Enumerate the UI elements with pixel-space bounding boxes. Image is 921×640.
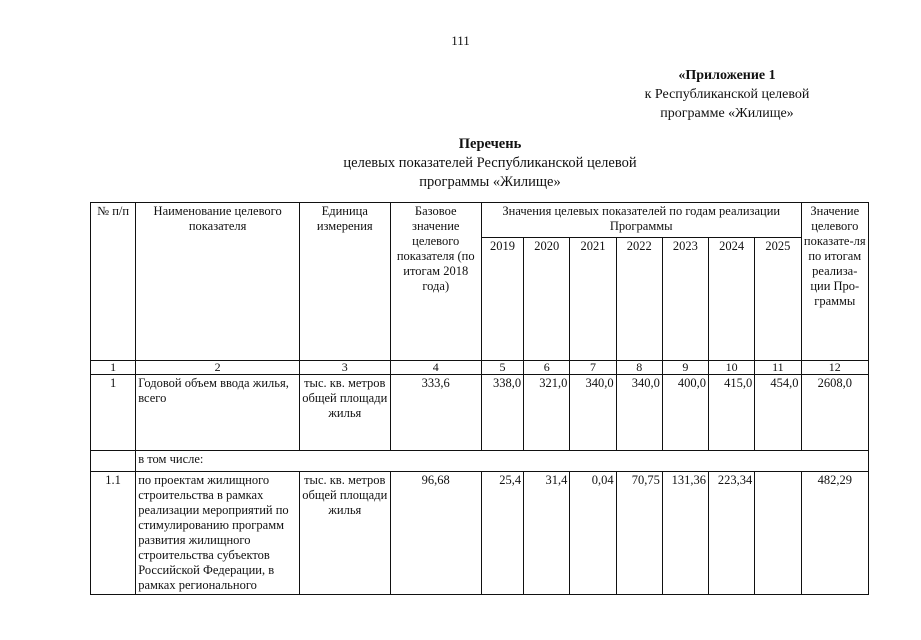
page-number: 111 <box>451 33 470 48</box>
row-year-value: 70,75 <box>616 472 662 595</box>
row-year-value: 400,0 <box>662 375 708 451</box>
header-base-value: Базовое значение целевого показателя (по итогам 2018 года) <box>390 203 481 361</box>
row-year-value: 25,4 <box>481 472 523 595</box>
row-year-value: 223,34 <box>709 472 755 595</box>
header-year: 2023 <box>662 238 708 361</box>
column-number: 10 <box>709 361 755 375</box>
column-number: 12 <box>801 361 868 375</box>
row-number: 1 <box>91 375 136 451</box>
column-number: 3 <box>300 361 390 375</box>
appendix-note <box>612 66 842 123</box>
row-final-value: 2608,0 <box>801 375 868 451</box>
column-number: 1 <box>91 361 136 375</box>
table-row <box>91 451 869 472</box>
header-indicator-name: Наименование целевого показателя <box>136 203 300 361</box>
row-year-value: 338,0 <box>481 375 523 451</box>
column-number: 5 <box>481 361 523 375</box>
row-year-value: 340,0 <box>616 375 662 451</box>
document-subtitle-line-1: целевых показателей Республиканской целевой <box>343 155 637 171</box>
row-indicator-name: по проектам жилищного строительства в рамках реализации мероприятий по стимулированию программ развития жилищного строительства субъектов Российской Федерации, в рамках регионального <box>136 472 300 595</box>
column-number: 11 <box>755 361 801 375</box>
appendix-line-3: программе «Жилище» <box>660 106 794 121</box>
appendix-line-2: к Республиканской целевой <box>644 87 810 102</box>
row-year-value: 415,0 <box>709 375 755 451</box>
column-number: 4 <box>390 361 481 375</box>
header-unit: Единица измерения <box>300 203 390 361</box>
row-year-value: 31,4 <box>524 472 570 595</box>
row-year-value: 340,0 <box>570 375 616 451</box>
document-subtitle-line-2: программы «Жилище» <box>419 174 561 190</box>
column-number: 7 <box>570 361 616 375</box>
header-number: № п/п <box>91 203 136 361</box>
row-year-value: 321,0 <box>524 375 570 451</box>
row-final-value: 482,29 <box>801 472 868 595</box>
header-year: 2025 <box>755 238 801 361</box>
header-year: 2021 <box>570 238 616 361</box>
header-year: 2019 <box>481 238 523 361</box>
row-unit: тыс. кв. метров общей площади жилья <box>300 375 390 451</box>
table-row <box>91 472 869 595</box>
table-row <box>91 375 869 451</box>
column-number: 2 <box>136 361 300 375</box>
table-header-row <box>91 203 869 238</box>
document-heading <box>290 135 690 192</box>
column-number-row <box>91 361 869 375</box>
header-final-value: Значение целевого показате-ля по итогам реализа-ции Про-граммы <box>801 203 868 361</box>
header-years-group: Значения целевых показателей по годам реализации Программы <box>481 203 801 238</box>
column-number: 6 <box>524 361 570 375</box>
header-year: 2024 <box>709 238 755 361</box>
indicators-table <box>90 202 869 595</box>
row-indicator-name: в том числе: <box>136 451 869 472</box>
row-number: 1.1 <box>91 472 136 595</box>
row-unit: тыс. кв. метров общей площади жилья <box>300 472 390 595</box>
document-title: Перечень <box>458 136 522 152</box>
row-year-value: 131,36 <box>662 472 708 595</box>
row-year-value: 0,04 <box>570 472 616 595</box>
row-year-value: 454,0 <box>755 375 801 451</box>
row-year-value <box>755 472 801 595</box>
row-base-value: 333,6 <box>390 375 481 451</box>
row-indicator-name: Годовой объем ввода жилья, всего <box>136 375 300 451</box>
row-number <box>91 451 136 472</box>
column-number: 9 <box>662 361 708 375</box>
row-base-value: 96,68 <box>390 472 481 595</box>
appendix-title: «Приложение 1 <box>678 68 776 83</box>
column-number: 8 <box>616 361 662 375</box>
header-year: 2022 <box>616 238 662 361</box>
header-year: 2020 <box>524 238 570 361</box>
